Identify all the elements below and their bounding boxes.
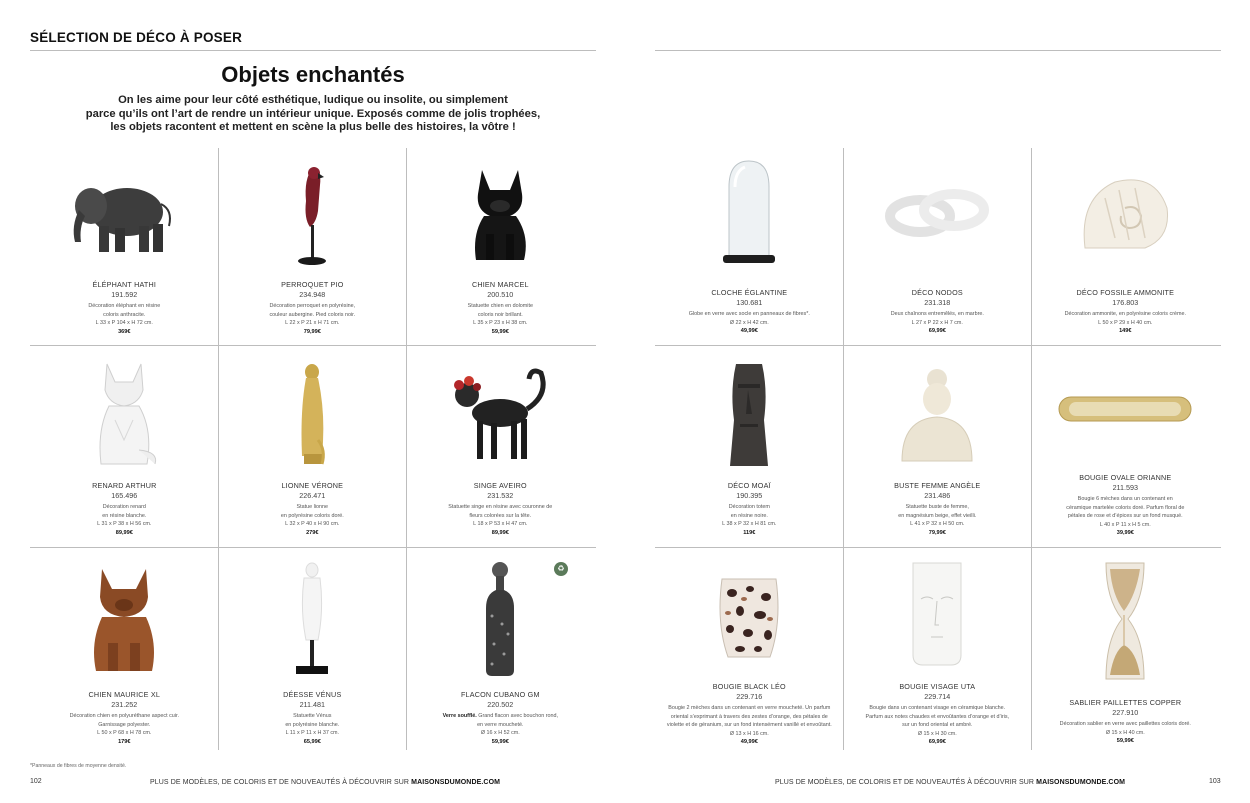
desc-line: en polyrésine blanche. <box>285 721 340 728</box>
desc-line: en magnésium beige, effet vieilli. <box>898 512 977 519</box>
product-card[interactable] <box>655 548 844 750</box>
product-card[interactable] <box>1031 346 1220 547</box>
desc-line: violette et de géranium, sur un fond intensément vanillé et envoûtant. <box>666 722 832 728</box>
product-ref: 176.803 <box>1112 298 1139 307</box>
desc-line: en résine blanche. <box>102 512 147 519</box>
desc-line: céramique martelée coloris doré. Parfum floral de <box>1066 504 1185 511</box>
dimensions: L 41 x P 32 x H 50 cm. <box>910 521 965 527</box>
hero-intro <box>30 94 596 135</box>
desc-line <box>410 712 591 721</box>
product-card[interactable] <box>218 148 407 345</box>
desc-line: Garnissage polyester. <box>98 721 151 728</box>
product-description <box>847 503 1028 529</box>
dimensions: L 32 x P 40 x H 90 cm. <box>285 521 340 527</box>
product-name: BOUGIE BLACK LÉO <box>712 682 786 691</box>
dimensions: L 38 x P 32 x H 81 cm. <box>722 521 777 527</box>
product-ref: 211.481 <box>299 700 326 709</box>
desc-line: couleur aubergine. Pied coloris noir. <box>269 311 356 318</box>
product-card[interactable] <box>843 346 1032 547</box>
face-candle-icon <box>843 556 1031 672</box>
product-description <box>1035 495 1216 529</box>
moai-icon <box>655 354 843 476</box>
dimensions: L 22 x P 21 x H 71 cm. <box>285 320 340 326</box>
product-grid <box>655 148 1221 750</box>
product-ref: 231.252 <box>111 700 138 709</box>
glass-cloche-icon <box>655 154 843 272</box>
dimensions: L 18 x P 53 x H 47 cm. <box>473 521 528 527</box>
desc-line: oriental s’exprimant à travers des zestes d’orange, des pétales de <box>670 713 828 720</box>
top-rule <box>655 50 1221 51</box>
product-card[interactable] <box>1031 148 1220 345</box>
footer-prefix: PLUS DE MODÈLES, DE COLORIS ET DE NOUVEAUTÉS À DÉCOUVRIR SUR <box>150 779 412 786</box>
dimensions: L 31 x P 38 x H 56 cm. <box>97 521 152 527</box>
desc-line: Décoration perroquet en polyrésine, <box>269 303 356 309</box>
desc-line: Bougie 6 mèches dans un contenant en <box>1077 496 1173 502</box>
desc-line: Décoration sablier en verre avec paillettes coloris doré. <box>1059 721 1191 727</box>
footer-prefix: PLUS DE MODÈLES, DE COLORIS ET DE NOUVEAUTÉS À DÉCOUVRIR SUR <box>775 779 1037 786</box>
desc-line: sur un fond oriental et ambré. <box>902 722 973 728</box>
dimensions: Ø 15 x H 40 cm. <box>1105 729 1145 736</box>
product-price: 89,99€ <box>491 529 509 536</box>
desc-bold: Verre soufflé. <box>442 713 477 719</box>
product-card[interactable] <box>406 346 595 547</box>
product-price: 69,99€ <box>928 739 946 745</box>
eco-badge-icon: ♻ <box>554 562 568 576</box>
product-name: BOUGIE VISAGE UTA <box>899 682 976 691</box>
desc-line: Statue lionne <box>296 504 329 510</box>
product-name: SINGE AVEIRO <box>473 481 527 490</box>
dimensions: L 35 x P 23 x H 38 cm. <box>473 320 528 326</box>
product-name: CLOCHE ÉGLANTINE <box>711 288 788 297</box>
product-card[interactable] <box>218 548 407 750</box>
desc-line: en polyrésine coloris doré. <box>280 512 344 519</box>
product-name: DÉCO MOAÏ <box>727 481 771 490</box>
product-ref: 200.510 <box>487 290 514 299</box>
product-description <box>34 302 215 328</box>
desc-line: coloris anthracite. <box>103 311 146 318</box>
product-name: CHIEN MAURICE XL <box>88 690 161 699</box>
desc-line: Statuette Vénus <box>293 713 332 719</box>
dimensions: Ø 16 x H 52 cm. <box>480 730 520 736</box>
product-name: ÉLÉPHANT HATHI <box>92 280 157 289</box>
product-card[interactable] <box>843 148 1032 345</box>
product-card[interactable] <box>843 548 1032 750</box>
dimensions: Ø 15 x H 30 cm. <box>917 730 957 737</box>
product-price: 59,99€ <box>491 738 509 745</box>
product-name: FLACON CUBANO GM <box>460 690 540 699</box>
product-price: 59,99€ <box>1116 738 1134 744</box>
product-ref: 211.593 <box>1112 483 1139 492</box>
product-name: CHIEN MARCEL <box>471 280 529 289</box>
product-name: PERROQUET PIO <box>281 280 344 289</box>
product-card[interactable] <box>655 346 844 547</box>
product-description <box>410 302 591 328</box>
product-ref: 231.486 <box>924 491 951 500</box>
product-price: 49,99€ <box>740 739 758 745</box>
dimensions: L 40 x P 11 x H 5 cm. <box>1099 521 1151 528</box>
hourglass-icon <box>1031 556 1219 686</box>
product-ref: 165.496 <box>111 491 138 500</box>
product-price: 179€ <box>118 738 131 745</box>
page-number: 102 <box>30 778 42 785</box>
hero-line: parce qu’ils ont l’art de rendre un intérieur unique. Exposés comme de jolis trophées, <box>85 107 541 120</box>
footer-site-link[interactable]: MAISONSDUMONDE.COM <box>411 779 501 786</box>
product-grid <box>30 148 596 750</box>
product-price: 279€ <box>306 529 319 536</box>
desc-line: Décoration chien en polyuréthane aspect cuir. <box>69 713 179 719</box>
desc-line: Parfum aux notes chaudes et envoûtantes d’orange et d’iris, <box>865 713 1010 720</box>
dimensions: Ø 22 x H 42 cm. <box>729 319 769 326</box>
ammonite-icon <box>1031 154 1219 272</box>
product-description <box>659 310 840 327</box>
product-description <box>222 503 403 529</box>
product-price: 49,99€ <box>740 328 758 334</box>
footnote: *Panneaux de fibres de moyenne densité. <box>30 763 127 769</box>
desc-line: en résine noire. <box>730 512 768 519</box>
dimensions: L 50 x P 29 x H 40 cm. <box>1098 319 1153 326</box>
desc-line: coloris noir brillant. <box>477 311 523 318</box>
product-ref: 227.910 <box>1112 708 1139 717</box>
footer-promo <box>150 779 500 786</box>
desc-line: Statuette singe en résine avec couronne de <box>448 504 553 510</box>
product-description <box>847 310 1028 327</box>
woman-bust-icon <box>843 354 1031 476</box>
hero-line: les objets racontent et mettent en scène la plus belle des histoires, la vôtre ! <box>110 121 516 133</box>
desc-text: Grand flacon avec bouchon rond, <box>476 713 558 719</box>
hero-line: On les aime pour leur côté esthétique, ludique ou insolite, ou simplement <box>118 94 508 106</box>
desc-line: Globe en verre avec socle en panneaux de fibres*. <box>688 311 810 317</box>
product-price: 369€ <box>118 328 131 335</box>
desc-line: Bougie 2 mèches dans un contenant en verre moucheté. Un parfum <box>668 705 831 711</box>
leopard-candle-icon <box>655 558 843 678</box>
footer-site-link[interactable]: MAISONSDUMONDE.COM <box>1036 779 1126 786</box>
desc-line: Décoration ammonite, en polyrésine coloris crème. <box>1064 311 1186 317</box>
product-price: 39,99€ <box>1116 530 1134 536</box>
venus-statue-icon <box>218 558 406 682</box>
product-card[interactable] <box>1031 548 1220 750</box>
product-name: BOUGIE OVALE ORIANNE <box>1079 473 1172 482</box>
product-ref: 231.532 <box>487 491 514 500</box>
product-ref: 130.681 <box>736 298 763 307</box>
monkey-icon <box>406 354 594 476</box>
dimensions: L 27 x P 22 x H 7 cm. <box>911 319 963 326</box>
product-price: 69,99€ <box>928 328 946 334</box>
product-description <box>1035 310 1216 327</box>
product-card[interactable] <box>218 346 407 547</box>
product-card[interactable] <box>30 346 219 547</box>
right-page <box>625 0 1250 803</box>
product-ref: 229.714 <box>924 692 951 701</box>
marble-links-icon <box>843 154 1031 272</box>
product-card[interactable] <box>406 148 595 345</box>
desc-line: Décoration renard <box>102 504 146 510</box>
dimensions: L 11 x P 11 x H 37 cm. <box>285 730 340 736</box>
glass-bottle-icon <box>406 558 594 682</box>
product-card[interactable] <box>655 148 844 345</box>
desc-line: Deux chaînons entremêlés, en marbre. <box>890 311 984 317</box>
product-ref: 229.716 <box>736 692 763 701</box>
parrot-icon <box>218 156 406 276</box>
product-name: DÉCO FOSSILE AMMONITE <box>1076 288 1175 297</box>
elephant-icon <box>30 156 218 276</box>
product-description <box>34 503 215 529</box>
desc-line: Statuette chien en dolomite <box>467 303 533 309</box>
product-name: DÉCO NODOS <box>911 288 963 297</box>
product-price: 79,99€ <box>928 529 946 536</box>
product-description <box>222 712 403 738</box>
product-price: 65,99€ <box>303 738 321 745</box>
product-card[interactable] <box>30 548 219 750</box>
top-rule <box>30 50 596 51</box>
section-title: SÉLECTION DE DÉCO À POSER <box>30 30 243 45</box>
product-price: 89,99€ <box>115 529 133 536</box>
desc-line: pétales de rose et d’épices sur un fond musqué. <box>1067 513 1183 519</box>
desc-line: Statuette buste de femme, <box>905 504 969 510</box>
product-description <box>1035 720 1216 737</box>
product-description <box>410 503 591 529</box>
fox-icon <box>30 354 218 476</box>
product-description <box>847 704 1028 738</box>
desc-line: fleurs colorées sur la tête. <box>469 512 532 519</box>
product-price: 79,99€ <box>303 328 321 335</box>
product-ref: 190.395 <box>736 491 763 500</box>
desc-line: Bougie dans un contenant visage en céramique blanche. <box>869 705 1006 711</box>
product-description <box>659 704 840 738</box>
lioness-icon <box>218 354 406 476</box>
product-ref: 220.502 <box>487 700 514 709</box>
product-name: DÉESSE VÉNUS <box>283 690 342 699</box>
product-card[interactable] <box>406 548 595 750</box>
oval-candle-icon <box>1031 354 1219 464</box>
product-price: 119€ <box>743 529 756 536</box>
product-description <box>410 712 591 738</box>
product-ref: 226.471 <box>299 491 326 500</box>
hero-title: Objets enchantés <box>221 62 405 87</box>
desc-line: Décoration totem <box>728 504 770 510</box>
leather-dog-icon <box>30 558 218 682</box>
desc-line: en verre moucheté. <box>477 721 524 728</box>
dimensions: L 50 x P 68 x H 78 cm. <box>97 730 152 736</box>
product-price: 149€ <box>1119 328 1132 334</box>
page-number: 103 <box>1209 778 1221 785</box>
product-ref: 231.318 <box>924 298 951 307</box>
product-ref: 191.592 <box>111 290 138 299</box>
footer-promo <box>775 779 1125 786</box>
product-description <box>34 712 215 738</box>
product-name: BUSTE FEMME ANGÈLE <box>894 481 981 490</box>
product-name: SABLIER PAILLETTES COPPER <box>1069 698 1182 707</box>
product-price: 59,99€ <box>491 328 509 335</box>
product-description <box>222 302 403 328</box>
product-card[interactable] <box>30 148 219 345</box>
desc-line: Décoration éléphant en résine <box>88 303 161 309</box>
product-description <box>659 503 840 529</box>
product-name: LIONNE VÉRONE <box>281 481 344 490</box>
product-ref: 234.948 <box>299 290 326 299</box>
dimensions: L 33 x P 104 x H 72 cm. <box>95 320 153 326</box>
dog-icon <box>406 156 594 276</box>
product-name: RENARD ARTHUR <box>92 481 157 490</box>
dimensions: Ø 13 x H 16 cm. <box>729 730 769 737</box>
